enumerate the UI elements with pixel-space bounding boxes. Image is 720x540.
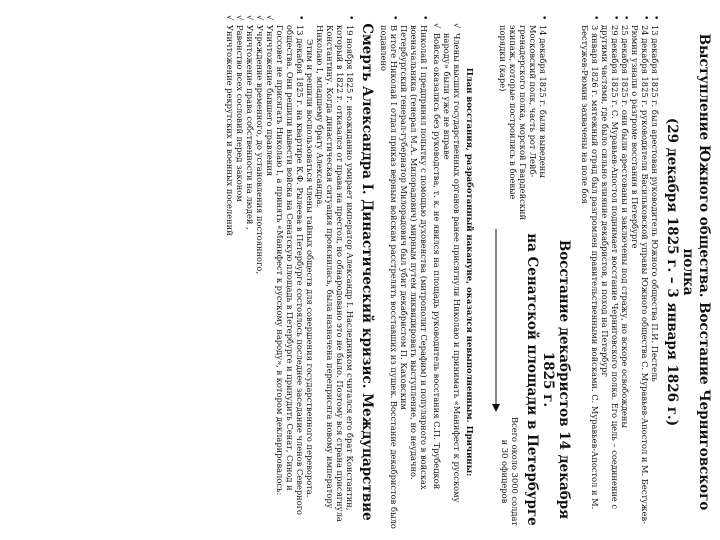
arrow-right-icon: [492, 404, 500, 412]
list-item: √ Войска оказались без руководства, т. к. не явился на площадь руководитель восстания С.П. Трубецкой: [432, 22, 442, 530]
section-senate-square: [476, 14, 578, 530]
section-southern-society: [580, 14, 712, 530]
list-item: • 14 декабря 1825 г. были выведены Московский полк, часть рот Лейб-гренадерского полка, морской Гвардейский экипаж, которые построились в боевые порядки (каре): [498, 14, 548, 229]
list-item: • 24 декабря 1825 г. руководители Васильковской управы Южного общества С. Муравьев-Апостол и М. Бестужев-Рюмин узнали о разгроме восстания в Петербурге: [630, 14, 650, 530]
paragraph: Этим и решили воспользоваться члены тайных обществ для совершения государственного переворота.: [305, 39, 315, 498]
list-item: √ Уничтожение права собственности на людей ,: [245, 14, 255, 530]
title-dates: (29 декабря 1825 г. – 3 января 1826 г.): [664, 117, 680, 427]
section-interregnum: [225, 14, 375, 530]
troops-line: Всего около 3000 солдат: [510, 416, 520, 526]
plan-failure-heading: План восстания, разработанный накануне, оказался невыполненным. Причины:: [464, 67, 474, 477]
list-item: √ Уничтожение бывшего правления: [265, 14, 275, 530]
list-item: √ Члены высших государственных органов ранее присягнули Николаю и принимать «Манифест к русскому народу» были уже не вправе: [442, 22, 462, 530]
list-item: • 13 декабря 1825 г. был арестован руководитель Южного общества П.И. Пестель: [650, 14, 660, 530]
senate-outcome-list: [379, 14, 429, 530]
interregnum-list: [315, 14, 355, 530]
manifesto-points: [225, 14, 275, 530]
list-item: • 25 декабря 1825 г. они были арестованы и заключены под стражу, но вскоре освобождены: [620, 14, 630, 530]
senate-left-column: [476, 14, 578, 229]
title-line: Восстание декабристов 14 декабря 1825 г.: [540, 239, 572, 520]
list-item: √ Равенство всех сословий перед законом: [235, 14, 245, 530]
interregnum-list-2: [275, 14, 305, 530]
section-title-chernigov: [664, 14, 712, 530]
senate-right-column: [476, 229, 578, 530]
list-item: • 29 декабря 1825 г. С. Муравьев-Апостол поднимает восстание Черниговского полка. Его цель – соединение с другими частями, где было сильно влияние декабристов, и поход на Петербург: [600, 14, 620, 530]
chernigov-bullet-list: [580, 14, 660, 530]
list-item: • Николай I предпринял попытку с помощью духовенства (митрополит Серафим) и популярного в войсках военачальника (генерал М.А. Милорадович) мирным путем ликвидировать выступление, но неудачно. Петербургский генерал-губернатор Милорадович был убит декабристом П. Каховским: [399, 14, 429, 530]
list-item: • 19 ноября 1825 г. неожиданно умирает император Александр I. Наследником считался его брат Константин, который в 1822 г. отказался от права на престол, но обнародовано это не было. Поэтому вся страна присягнула Константину. Когда династическая ситуация прояснилась, была назначена переприсяга новому императору Николаю I, младшему брату Александра.: [315, 14, 355, 530]
troops-diagram: [476, 229, 520, 530]
list-item: • 3 января 1826 г. мятежный отряд был разгромлен правительственными войсками. С. Муравьев-Апостол и М. Бестужев-Рюмин захвачены на поле боя: [580, 14, 600, 530]
plan-failure-reasons: [432, 14, 462, 530]
section-title-interregnum: Смерть Александра I. Династический кризис. Междуцарствие: [359, 23, 375, 521]
troops-note: [500, 417, 520, 526]
list-item: √ Уничтожение рекрутских и военных поселений: [225, 14, 235, 530]
section-title-senate: [524, 229, 572, 530]
troops-line: и 30 офицеров: [500, 439, 510, 504]
title-line: Выступление Южного общества. Восстание Черниговского полка: [680, 33, 712, 511]
list-item: • В итоге Николай I отдал приказ верным войскам расстрелять восставших из пушек. Восстание декабристов было подавлено: [379, 14, 399, 530]
list-item: √ Учреждение временного, до установления постоянного,: [255, 14, 265, 530]
senate-left-list: [498, 14, 548, 229]
title-line: на Сенатской площади в Петербурге: [524, 233, 540, 526]
list-item: • 13 декабря 1825 г. на квартире К.Ф. Рылеева в Петербурге состоялось последнее заседание членов Северного общества. Они решили вывести войска на Сенатскую площадь в Петербурге и принудить Сенат, Синод и Госсовет не присягать Николаю I, а принять «Манифест к русскому народу», в котором декларировалось:: [275, 14, 305, 530]
